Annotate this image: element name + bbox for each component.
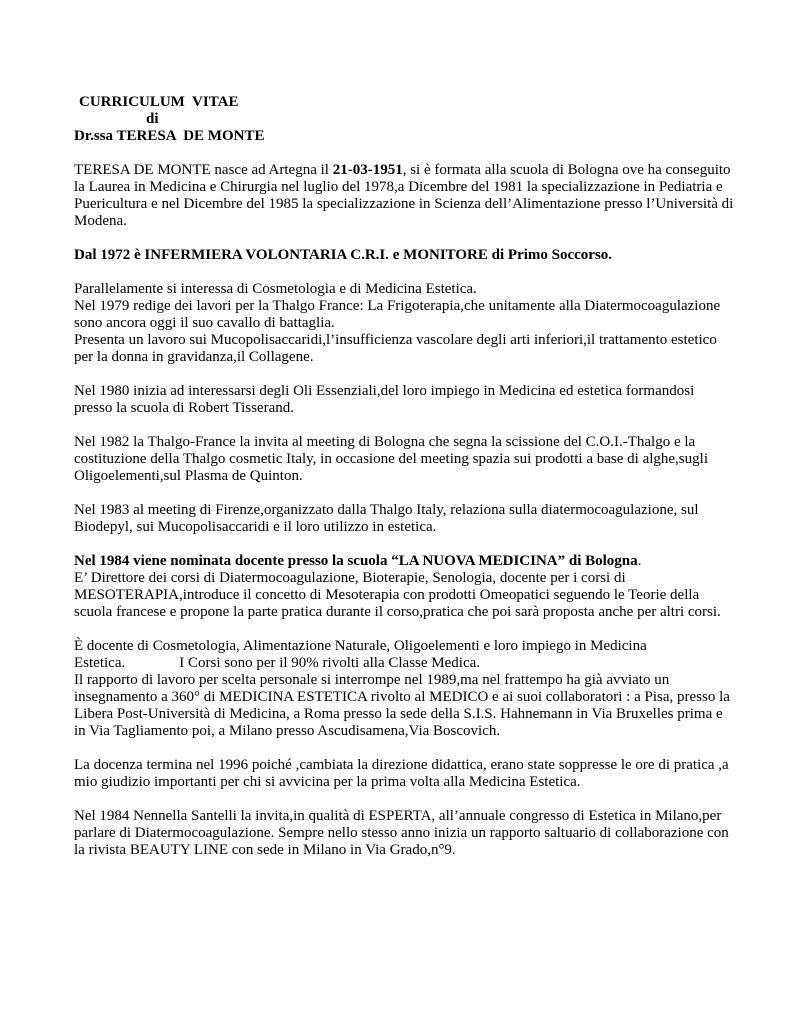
volunteer-text: Dal 1972 è INFERMIERA VOLONTARIA C.R.I. e MONITORE di Primo Soccorso. xyxy=(74,247,613,263)
paragraph-1996: La docenza termina nel 1996 poiché ,cambiata la direzione didattica, erano state soppresse le ore di pratica ,a mio giudizio importanti per chi si avvicina per la prima volta alla Medicina Estetica. xyxy=(74,757,729,790)
teaching-line-2b: I Corsi sono per il 90% rivolti alla Classe Medica. xyxy=(179,655,481,671)
title-line-2: di xyxy=(146,111,159,127)
teaching-line-1: È docente di Cosmetologia, Alimentazione Naturale, Oligoelementi e loro impiego in Medicina xyxy=(74,638,647,654)
title-line-3: Dr.ssa TERESA DE MONTE xyxy=(74,128,265,144)
birthdate: 21-03-1951 xyxy=(332,162,403,178)
paragraph-1982: Nel 1982 la Thalgo-France la invita al meeting di Bologna che segna la scissione del C.O.I.-Thalgo e la costituzione della Thalgo cosmetic Italy, in occasione del meeting spazia sui prodotti a base di alghe,sugli Oligoelementi,sul Plasma de Quinton. xyxy=(74,434,708,484)
cosmetology-paragraph xyxy=(74,281,734,366)
teaching-rest: Il rapporto di lavoro per scelta personale si interrompe nel 1989,ma nel frattempo ha già avviato un insegnamento a 360° di MEDICINA ESTETICA rivolto al MEDICO e ai suoi collaboratori : a Pisa, presso la Libera Post-Università di Medicina, a Roma presso la sede della S.I.S. Hahnemann in Via Bruxelles prima e in Via Tagliamento poi, a Milano presso Ascudisamena,Via Boscovich. xyxy=(74,672,730,739)
docente-heading-end: . xyxy=(637,553,642,569)
intro-text-post: , si è formata alla scuola di Bologna ove ha conseguito la Laurea in Medicina e Chirurgia nel luglio del 1978,a Dicembre del 1981 la specializzazione in Pediatria e Puericultura e nel Dicembre del 1985 la specializzazione in Scienza dell’Alimentazione presso l’Università di Modena. xyxy=(74,162,734,229)
intro-paragraph xyxy=(74,162,734,230)
teaching-paragraph xyxy=(74,638,734,740)
cosmetology-line-2: Nel 1979 redige dei lavori per la Thalgo France: La Frigoterapia,che unitamente alla Diatermocoagulazione sono ancora oggi il suo cavallo di battaglia. xyxy=(74,298,721,331)
document-page xyxy=(74,94,734,876)
title-line-1: CURRICULUM VITAE xyxy=(79,94,239,110)
paragraph-1984-docente xyxy=(74,553,734,621)
teaching-line-2 xyxy=(74,655,734,672)
cosmetology-line-1: Parallelamente si interessa di Cosmetologia e di Medicina Estetica. xyxy=(74,281,477,297)
intro-text-pre: TERESA DE MONTE nasce ad Artegna il xyxy=(74,162,333,178)
paragraph-1980: Nel 1980 inizia ad interessarsi degli Oli Essenziali,del loro impiego in Medicina ed estetica formandosi presso la scuola di Robert Tisserand. xyxy=(74,383,695,416)
document-title xyxy=(74,94,734,145)
docente-body: E’ Direttore dei corsi di Diatermocoagulazione, Bioterapie, Senologia, docente per i corsi di MESOTERAPIA,introduce il concetto di Mesoterapia con prodotti Omeopatici seguendo le Teorie della scuola francese e propone la parte pratica durante il corso,pratica che poi sarà proposta anche per altri corsi. xyxy=(74,570,721,620)
paragraph-1984-congresso: Nel 1984 Nennella Santelli la invita,in qualità di ESPERTA, all’annuale congresso di Estetica in Milano,per parlare di Diatermocoagulazione. Sempre nello stesso anno inizia un rapporto saltuario di collaborazione con la rivista BEAUTY LINE con sede in Milano in Via Grado,n°9. xyxy=(74,808,729,858)
cosmetology-line-3: Presenta un lavoro sui Mucopolisaccaridi,l’insufficienza vascolare degli arti inferiori,il trattamento estetico per la donna in gravidanza,il Collagene. xyxy=(74,332,717,365)
paragraph-1983: Nel 1983 al meeting di Firenze,organizzato dalla Thalgo Italy, relaziona sulla diatermocoagulazione, sul Biodepyl, sui Mucopolisaccaridi e il loro utilizzo in estetica. xyxy=(74,502,699,535)
teaching-line-2a: Estetica. xyxy=(74,655,126,671)
docente-heading: Nel 1984 viene nominata docente presso la scuola “LA NUOVA MEDICINA” di Bologna xyxy=(74,553,638,569)
volunteer-heading xyxy=(74,247,734,264)
